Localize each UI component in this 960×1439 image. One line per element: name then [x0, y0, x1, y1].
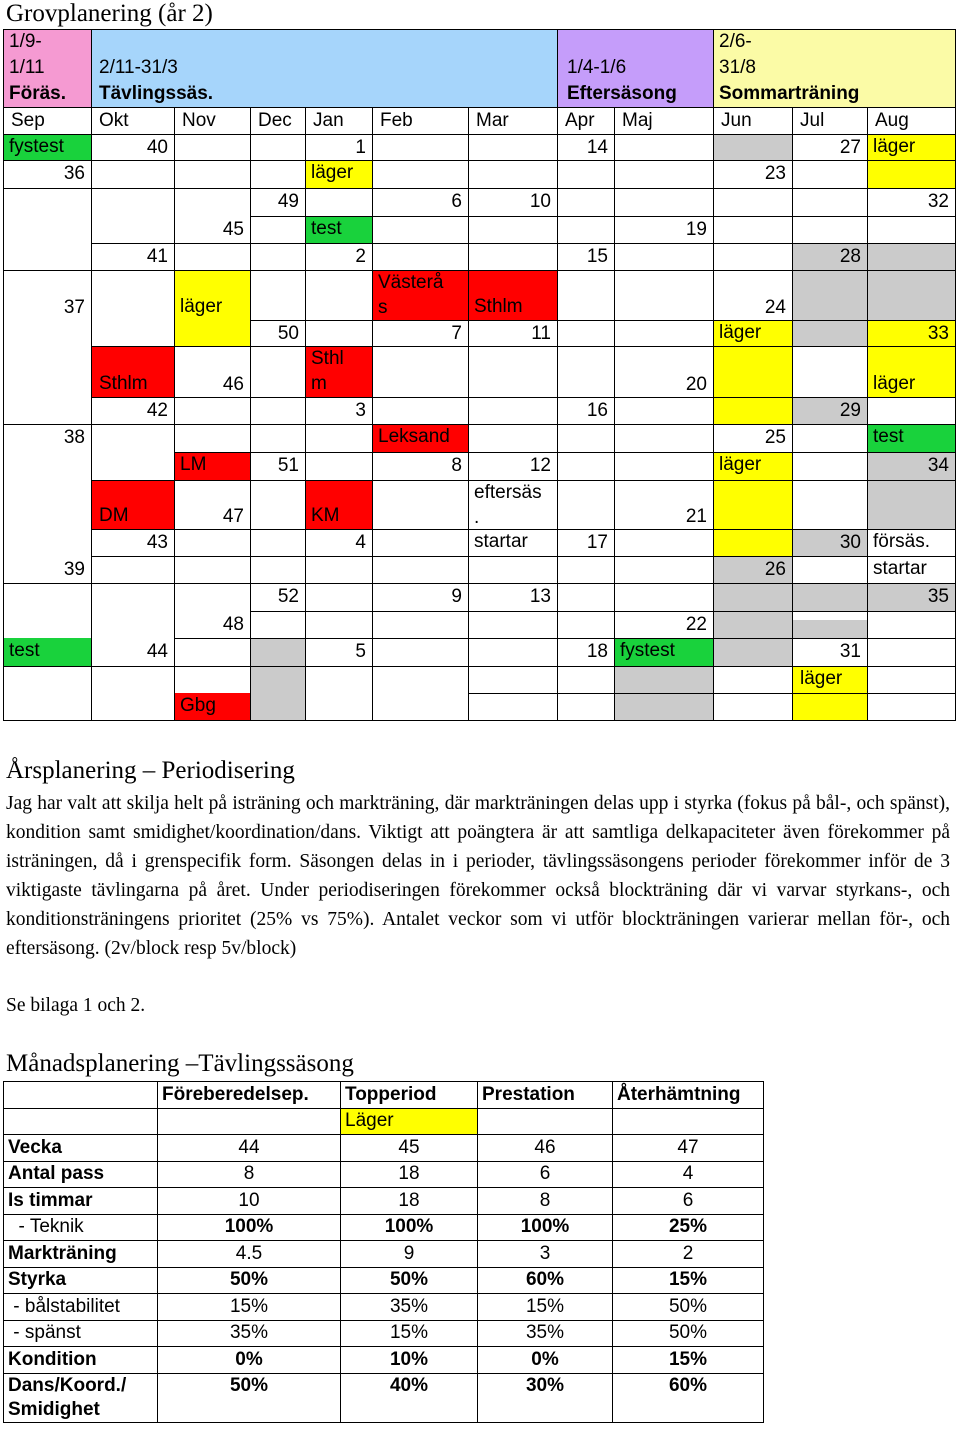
sub-header-1: Läger [341, 1108, 478, 1135]
grid-col-line-0 [3, 107, 4, 721]
sub-header-2 [478, 1108, 613, 1135]
event-24: läger [800, 668, 843, 689]
event-12: Leksand [378, 426, 450, 447]
row-value: 30% [478, 1373, 613, 1422]
event-13: test [873, 426, 904, 447]
column-header-2: Prestation [478, 1082, 613, 1109]
week-14: 14 [586, 137, 608, 158]
month-jan: Jan [313, 110, 344, 131]
event-2: läger [311, 162, 354, 183]
row-label: - Teknik [4, 1214, 158, 1241]
table-row [4, 1135, 764, 1162]
row-value: 35% [341, 1294, 478, 1321]
event-22: test [9, 640, 40, 661]
event-23: fystest [620, 640, 675, 661]
event-18: eftersäs . [474, 482, 542, 528]
period-label-3: 2/6- 31/8 Sommarträning [719, 31, 860, 104]
row-value: 0% [158, 1347, 341, 1374]
event-19: startar [474, 531, 528, 552]
week-13: 13 [529, 586, 551, 607]
month-jul: Jul [800, 110, 825, 131]
period-label-2: 1/4-1/6 Eftersäsong [567, 57, 677, 104]
row-value: 46 [478, 1135, 613, 1162]
row-value: 100% [341, 1214, 478, 1241]
row-value: 47 [613, 1135, 764, 1162]
row-value: 18 [341, 1161, 478, 1188]
grid-bottom-line [3, 720, 956, 721]
week-24: 24 [764, 297, 786, 318]
week-52: 52 [277, 586, 299, 607]
event-16: DM [99, 505, 129, 526]
week-30: 30 [839, 532, 861, 553]
grid-row-line-4 [3, 270, 956, 271]
week-51: 51 [277, 455, 299, 476]
event-5: läger [180, 296, 223, 317]
row-value: 15% [613, 1347, 764, 1374]
row-value: 15% [478, 1294, 613, 1321]
row-value: 15% [613, 1267, 764, 1294]
event-6: Västerå s [378, 272, 444, 318]
week-23: 23 [764, 163, 786, 184]
table-row [4, 1294, 764, 1321]
appendix-reference: Se bilaga 1 och 2. [6, 995, 146, 1016]
week-47: 47 [222, 506, 244, 527]
grid-row-line-17 [468, 693, 956, 694]
week-1: 1 [355, 137, 366, 158]
week-6: 6 [451, 191, 462, 212]
week-34: 34 [927, 455, 949, 476]
table-row [4, 1161, 764, 1188]
month-aug: Aug [875, 110, 909, 131]
week-29: 29 [839, 400, 861, 421]
week-8: 8 [451, 455, 462, 476]
row-value: 18 [341, 1188, 478, 1215]
event-7: Sthlm [474, 296, 523, 317]
week-48: 48 [222, 614, 244, 635]
week-22: 22 [685, 614, 707, 635]
row-value: 4 [613, 1161, 764, 1188]
week-26: 26 [764, 559, 786, 580]
row-value: 2 [613, 1241, 764, 1268]
week-25: 25 [764, 427, 786, 448]
row-label: Dans/Koord./ Smidighet [4, 1373, 158, 1422]
week-20: 20 [685, 374, 707, 395]
week-38: 38 [63, 427, 85, 448]
sub-header-0 [158, 1108, 341, 1135]
week-2: 2 [355, 246, 366, 267]
row-value: 50% [613, 1294, 764, 1321]
row-value: 10 [158, 1188, 341, 1215]
week-41: 41 [146, 246, 168, 267]
period-col-line-4 [955, 29, 956, 108]
column-header-3: Återhämtning [613, 1082, 764, 1109]
row-value: 35% [158, 1320, 341, 1347]
sub-header-3 [613, 1108, 764, 1135]
row-value: 6 [478, 1161, 613, 1188]
row-label: Is timmar [4, 1188, 158, 1215]
week-45: 45 [222, 219, 244, 240]
event-9: Sthlm [99, 373, 148, 394]
grid-row-line-8 [3, 424, 956, 425]
grid-row-line-14 [250, 611, 956, 612]
week-9: 9 [451, 586, 462, 607]
month-dec: Dec [258, 110, 292, 131]
week-33: 33 [927, 323, 949, 344]
week-46: 46 [222, 374, 244, 395]
row-value: 40% [341, 1373, 478, 1422]
event-3: läger [873, 136, 916, 157]
week-44: 44 [146, 641, 168, 662]
row-value: 15% [158, 1294, 341, 1321]
gray-block-3 [867, 243, 955, 320]
month-feb: Feb [380, 110, 413, 131]
period-label-1: 2/11-31/3 Tävlingssäs. [99, 57, 214, 104]
row-value: 25% [613, 1214, 764, 1241]
row-value: 60% [613, 1373, 764, 1422]
week-37: 37 [63, 297, 85, 318]
periodisering-text: Jag har valt att skilja helt på isträning och markträning, där markträningen delas upp i styrka (fokus på bål-, och spänst), kondition samt smidighet/koordination/dans. Viktigt att poängtera är att samtliga delkapaciteter även förekommer på isträningen, då i grenspecifik form. Säsongen delas in i perioder, tävlingssäsongens perioder förekommer inför de 3 viktigaste tävlingarna på året. Under periodiseringen förekommer också blockträning där vi varvar styrkans-, och konditionsträningens prioritet (25% vs 75%). Antalet veckor som vi utför blockträningen varierar mellan för-, och eftersäsong. (2v/block resp 5v/block) [6, 793, 950, 959]
row-value: 44 [158, 1135, 341, 1162]
week-35: 35 [927, 586, 949, 607]
week-49: 49 [277, 191, 299, 212]
week-12: 12 [529, 455, 551, 476]
row-value: 60% [478, 1267, 613, 1294]
event-1: fystest [9, 136, 64, 157]
row-label: Antal pass [4, 1161, 158, 1188]
grid-row-line-6 [91, 346, 956, 347]
event-10: Sthl m [311, 348, 344, 394]
event-25: Gbg [180, 695, 216, 716]
week-40: 40 [146, 137, 168, 158]
month-sep: Sep [11, 110, 45, 131]
table-row [4, 1214, 764, 1241]
event-15: läger [719, 454, 762, 475]
section-heading-periodisering: Årsplanering – Periodisering [6, 757, 295, 784]
event-21: startar [873, 558, 927, 579]
row-value: 45 [341, 1135, 478, 1162]
row-value: 8 [478, 1188, 613, 1215]
row-value: 100% [158, 1214, 341, 1241]
week-36: 36 [63, 163, 85, 184]
week-43: 43 [146, 532, 168, 553]
week-17: 17 [586, 532, 608, 553]
row-label: - spänst [4, 1320, 158, 1347]
row-value: 50% [158, 1373, 341, 1422]
table-row [4, 1241, 764, 1268]
grid-row-line-0 [3, 160, 956, 161]
event-8: läger [719, 322, 762, 343]
event-20: försäs. [873, 531, 931, 552]
month-nov: Nov [182, 110, 216, 131]
month-jun: Jun [721, 110, 752, 131]
month-okt: Okt [99, 110, 129, 131]
row-value: 8 [158, 1161, 341, 1188]
gray-block-8 [713, 638, 792, 666]
row-value: 4.5 [158, 1241, 341, 1268]
row-value: 100% [478, 1214, 613, 1241]
row-label: Kondition [4, 1347, 158, 1374]
week-50: 50 [277, 323, 299, 344]
monthly-plan-table [3, 1081, 764, 1423]
week-4: 4 [355, 532, 366, 553]
sub-empty [4, 1108, 158, 1135]
event-14: LM [180, 454, 207, 475]
week-19: 19 [685, 219, 707, 240]
gray-block-13 [792, 620, 867, 638]
week-42: 42 [146, 400, 168, 421]
event-4: test [311, 218, 342, 239]
row-value: 6 [613, 1188, 764, 1215]
week-7: 7 [451, 323, 462, 344]
row-value: 0% [478, 1347, 613, 1374]
week-3: 3 [355, 400, 366, 421]
event-17: KM [311, 505, 340, 526]
grid-row-line-12 [91, 556, 956, 557]
week-27: 27 [839, 137, 861, 158]
week-39: 39 [63, 559, 85, 580]
row-label: - bålstabilitet [4, 1294, 158, 1321]
row-value: 35% [478, 1320, 613, 1347]
table-row [4, 1320, 764, 1347]
table-row [4, 1267, 764, 1294]
header-empty [4, 1082, 158, 1109]
section-heading-manadsplanering: Månadsplanering –Tävlingssäsong [6, 1050, 354, 1077]
week-28: 28 [839, 246, 861, 267]
row-value: 15% [341, 1320, 478, 1347]
row-label: Vecka [4, 1135, 158, 1162]
grid-col-line-12 [955, 107, 956, 721]
gray-block-11 [792, 583, 867, 611]
week-31: 31 [839, 641, 861, 662]
row-value: 50% [341, 1267, 478, 1294]
column-header-1: Topperiod [341, 1082, 478, 1109]
row-value: 50% [613, 1320, 764, 1347]
week-18: 18 [586, 641, 608, 662]
week-16: 16 [586, 400, 608, 421]
table-row [4, 1188, 764, 1215]
row-value: 50% [158, 1267, 341, 1294]
row-value: 10% [341, 1347, 478, 1374]
page-title: Grovplanering (år 2) [6, 0, 213, 27]
week-10: 10 [529, 191, 551, 212]
month-mar: Mar [476, 110, 509, 131]
gray-block-1 [713, 134, 792, 160]
week-32: 32 [927, 191, 949, 212]
week-15: 15 [586, 246, 608, 267]
month-maj: Maj [622, 110, 653, 131]
grid-row-line-5 [250, 320, 956, 321]
row-value: 3 [478, 1241, 613, 1268]
row-label: Markträning [4, 1241, 158, 1268]
gray-block-15 [868, 482, 955, 529]
week-5: 5 [355, 641, 366, 662]
row-value: 9 [341, 1241, 478, 1268]
week-21: 21 [685, 506, 707, 527]
row-label: Styrka [4, 1267, 158, 1294]
table-row [4, 1347, 764, 1374]
event-11: läger [873, 373, 916, 394]
week-11: 11 [531, 323, 551, 344]
grid-col-line-9 [713, 107, 714, 721]
table-row [4, 1373, 764, 1422]
column-header-0: Föreberedelsep. [158, 1082, 341, 1109]
month-apr: Apr [565, 110, 595, 131]
gray-block-9 [250, 638, 305, 720]
period-label-0: 1/9- 1/11 Föräs. [9, 31, 67, 104]
